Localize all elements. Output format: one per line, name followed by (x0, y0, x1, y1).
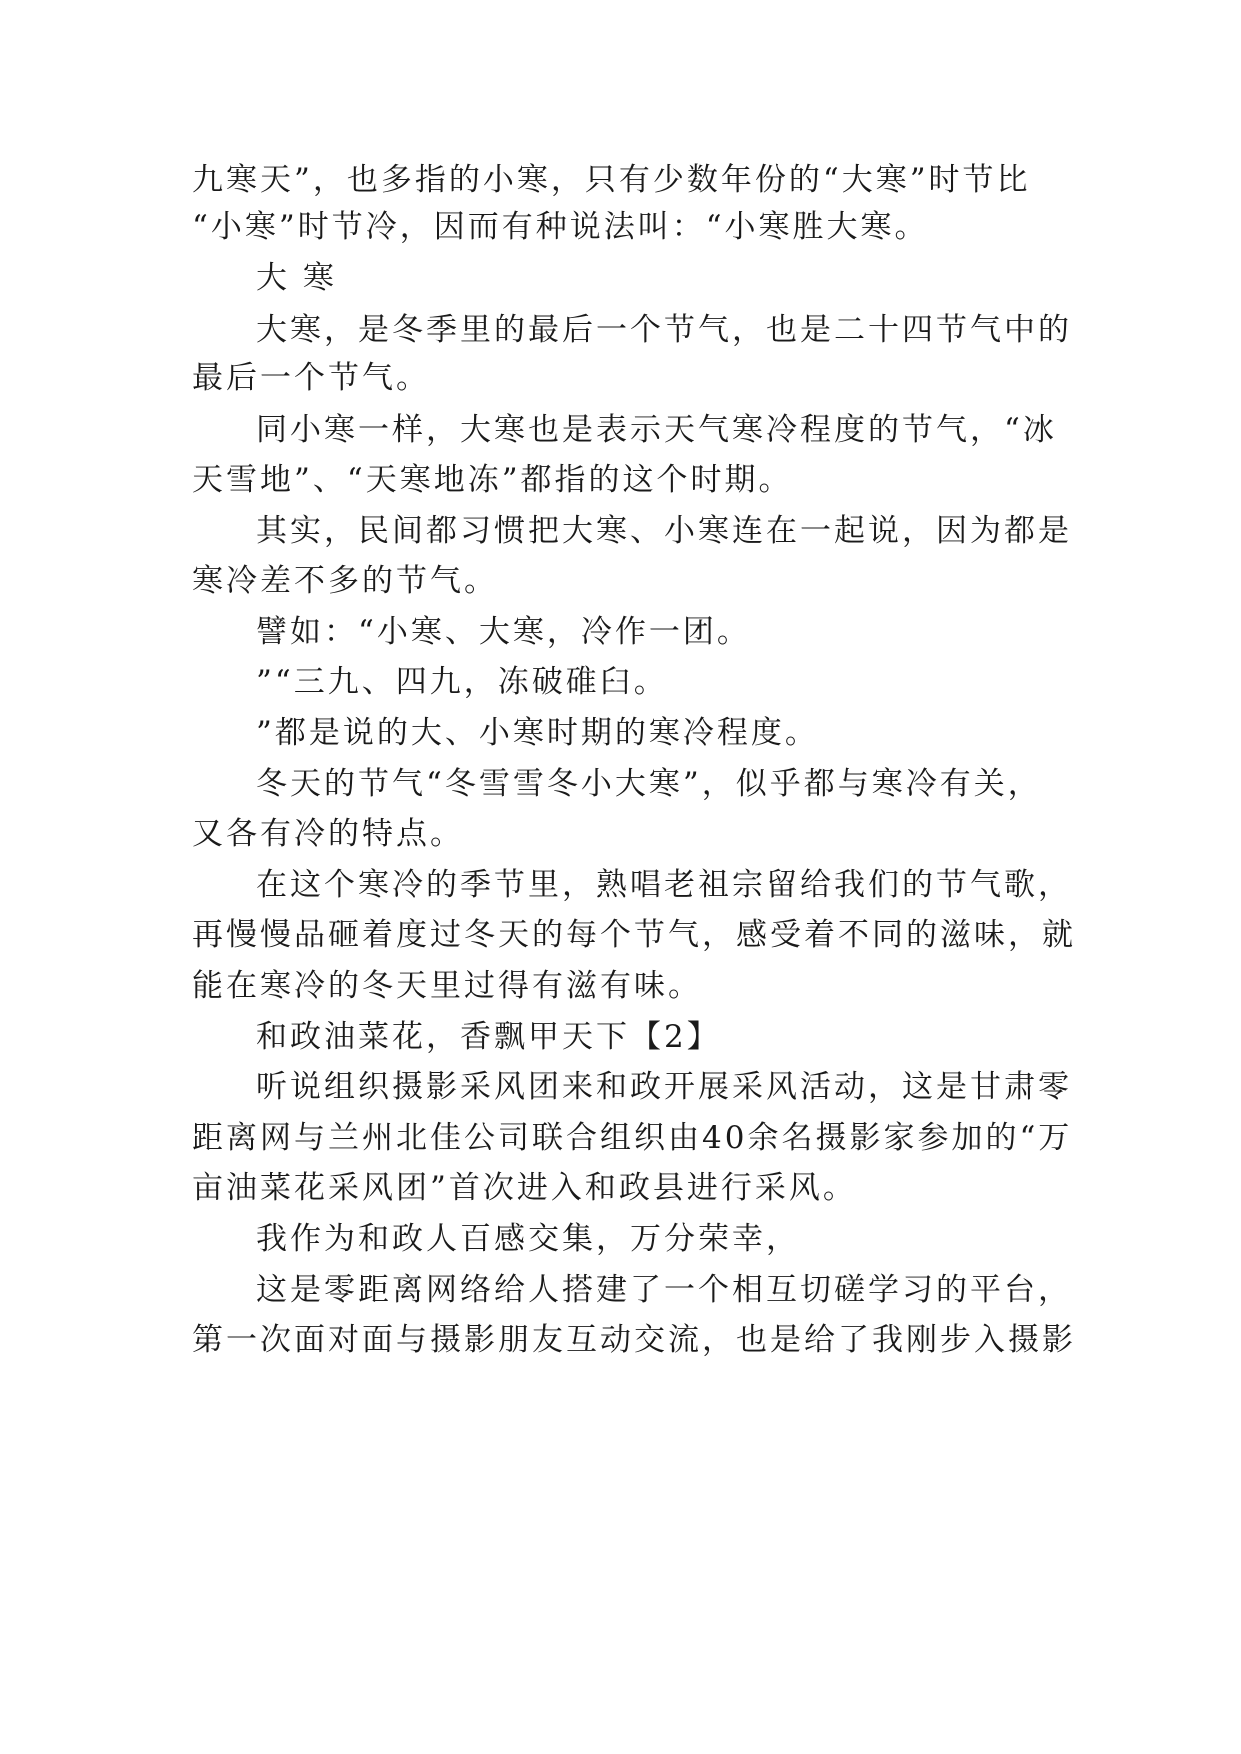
text-line: 天雪地”、“天寒地冻”都指的这个时期。 (192, 462, 793, 498)
text-line: 亩油菜花采风团”首次进入和政县进行采风。 (192, 1170, 857, 1206)
text-line: 在这个寒冷的季节里，熟唱老祖宗留给我们的节气歌， (256, 867, 1072, 903)
text-line: 听说组织摄影采风团来和政开展采风活动，这是甘肃零 (256, 1069, 1072, 1105)
text-line: 第一次面对面与摄影朋友互动交流，也是给了我刚步入摄影 (192, 1322, 1076, 1358)
section-heading: 大 寒 (256, 260, 337, 296)
text-line: 这是零距离网络给人搭建了一个相互切磋学习的平台， (256, 1272, 1072, 1308)
section-heading: 和政油菜花，香飘甲天下【2】 (256, 1019, 721, 1055)
text-line: 大寒，是冬季里的最后一个节气，也是二十四节气中的 (256, 312, 1072, 348)
text-line: 又各有冷的特点。 (192, 816, 464, 852)
text-line: 譬如：“小寒、大寒，冷作一团。 (256, 614, 751, 650)
text-line: 九寒天”，也多指的小寒，只有少数年份的“大寒”时节比 (192, 162, 1031, 198)
text-line: 同小寒一样，大寒也是表示天气寒冷程度的节气，“冰 (256, 412, 1057, 448)
text-line: 再慢慢品砸着度过冬天的每个节气，感受着不同的滋味，就 (192, 917, 1076, 953)
text-line: “小寒”时节冷，因而有种说法叫：“小寒胜大寒。 (192, 209, 929, 245)
text-line: ”“三九、四九，冻破碓臼。 (256, 664, 668, 700)
text-line: ”都是说的大、小寒时期的寒冷程度。 (256, 715, 819, 751)
text-line: 我作为和政人百感交集，万分荣幸， (256, 1221, 800, 1257)
text-line: 最后一个节气。 (192, 360, 430, 396)
text-line: 冬天的节气“冬雪雪冬小大寒”，似乎都与寒冷有关， (256, 766, 1042, 802)
text-line: 寒冷差不多的节气。 (192, 563, 498, 599)
text-line: 距离网与兰州北佳公司联合组织由40余名摄影家参加的“万 (192, 1120, 1073, 1156)
text-line: 能在寒冷的冬天里过得有滋有味。 (192, 968, 702, 1004)
text-line: 其实，民间都习惯把大寒、小寒连在一起说，因为都是 (256, 513, 1072, 549)
